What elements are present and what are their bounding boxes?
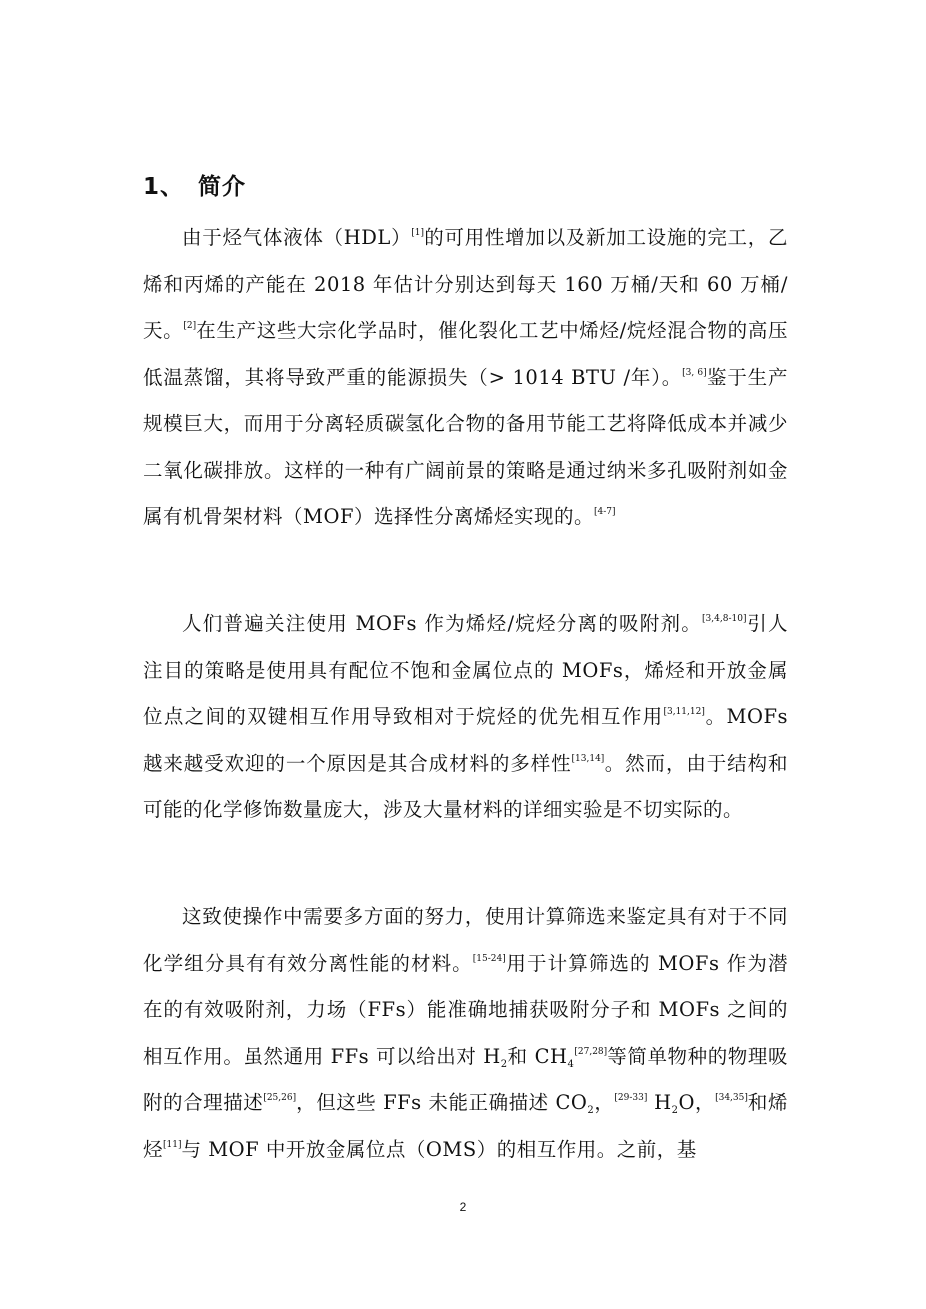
section-heading [143,168,246,201]
subscript: 2 [500,1058,508,1070]
citation: [27,28] [574,1046,608,1057]
citation: [25,26] [263,1093,297,1103]
subscript: 4 [567,1058,575,1070]
text-run: 等简单物种的物理吸附的合理描述 [143,1044,788,1114]
text-run: 人们普遍关注使用 MOFs 作为烯烃/烷烃分离的吸附剂。 [182,612,703,635]
text-run: H [647,1091,672,1114]
text-run: 这致使操作中需要多方面的努力，使用计算筛选来鉴定具有对于不同化学组分具有有效分离性能的材料。 [143,905,788,975]
text-run: 用于计算筛选的 MOFs 作为潜在的有效吸附剂，力场（FFs）能准确地捕获吸附分子和 MOFs 之间的相互作用。虽然通用 FFs 可以给出对 H [143,951,788,1068]
citation: [1] [411,228,425,238]
text-run: ，但这些 FFs 未能正确描述 CO [296,1091,588,1114]
text-run: 。MOFs 越来越受欢迎的一个原因是其合成材料的多样性 [143,705,788,775]
citation: [3,11,12] [663,707,705,717]
text-run: 的可用性增加以及新加工设施的完工，乙烯和丙烯的产能在 2018 年估计分别达到每天 160 万桶/天和 60 万桶/天。 [143,226,788,342]
text-run: 在生产这些大宗化学品时，催化裂化工艺中烯烃/烷烃混合物的高压低温蒸馏，其将导致严重的能源损失（> 1014 BTU /年）。 [143,319,788,389]
text-run: ， [594,1091,615,1114]
text-run: 引人注目的策略是使用具有配位不饱和金属位点的 MOFs，烯烃和开放金属位点之间的双键相互作用导致相对于烷烃的优先相互作用 [143,612,788,728]
text-run: O， [678,1091,716,1114]
section-title: 简介 [198,174,246,200]
citation: [13,14] [571,753,605,764]
paragraph-3 [143,894,788,1173]
citation: [2] [183,321,197,331]
text-run: 与 MOF 中开放金属位点（OMS）的相互作用。之前，基 [181,1137,697,1161]
text-run: 。然而，由于结构和可能的化学修饰数量庞大，涉及大量材料的详细实验是不切实际的。 [143,751,788,821]
text-run: 和 CH [507,1044,568,1068]
page-number: 2 [459,1200,467,1214]
section-number: 1、 [143,174,185,200]
citation: [34,35] [715,1093,748,1103]
citation: [3, 6] [682,367,707,378]
text-run: 由于烃气体液体（HDL） [182,226,412,249]
text-run: 和烯烃 [143,1091,788,1161]
citation: [15-24] [472,953,506,964]
citation: [4-7] [593,507,616,517]
citation: [11] [163,1139,182,1150]
text-run: 鉴于生产规模巨大，而用于分离轻质碳氢化合物的备用节能工艺将降低成本并减少二氧化碳排放。这样的一种有广阔前景的策略是通过纳米多孔吸附剂如金属有机骨架材料（MOF）选择性分离烯烃实现的。 [143,365,788,528]
paragraph-2 [143,601,788,834]
subscript: 2 [587,1105,595,1116]
citation: [29-33] [614,1093,648,1103]
citation: [3,4,8-10] [702,614,747,624]
subscript: 2 [671,1105,679,1116]
paragraph-1 [143,215,788,541]
